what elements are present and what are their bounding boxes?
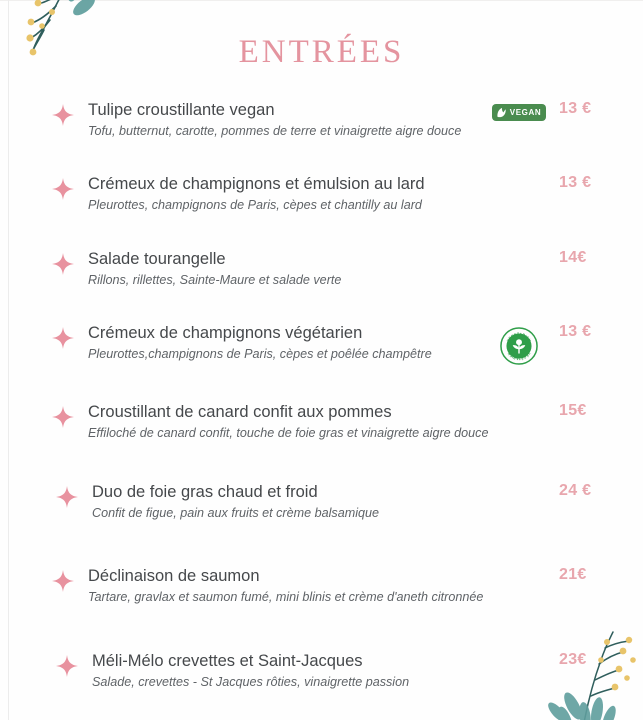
- menu-item-list: [0, 100, 643, 703]
- menu-item-text: [92, 651, 491, 691]
- menu-item-text: [92, 482, 491, 522]
- menu-item-badge-slot: [491, 566, 547, 570]
- menu-item: [0, 566, 643, 618]
- page-top-rule: [0, 0, 643, 1]
- menu-item-text: [88, 566, 491, 606]
- menu-item-description: Pleurottes, champignons de Paris, cèpes et chantilly au lard: [88, 198, 422, 213]
- menu-item-price: 21€: [559, 566, 587, 583]
- menu-item-name: Duo de foie gras chaud et froid: [92, 483, 318, 501]
- vegan-badge-label: VEGAN: [509, 107, 542, 117]
- menu-item-name: Tulipe croustillante vegan: [88, 101, 275, 119]
- menu-item: [0, 100, 643, 152]
- menu-item-text: [88, 174, 491, 214]
- menu-item: [0, 174, 643, 226]
- sparkle-bullet-icon: [56, 655, 78, 677]
- vegan-badge: [492, 104, 546, 121]
- menu-item-badge-slot: [491, 249, 547, 253]
- menu-item-price: 14€: [559, 249, 587, 266]
- menu-item-name: Salade tourangelle: [88, 250, 226, 268]
- vegetarian-badge: [500, 327, 538, 365]
- menu-item-price: 13 €: [559, 100, 592, 117]
- menu-item-text: [88, 249, 491, 289]
- menu-item-name: Crémeux de champignons végétarien: [88, 324, 363, 342]
- menu-item-text: [88, 100, 491, 140]
- page-title: ENTRÉES: [238, 34, 405, 70]
- menu-item-badge-slot: [491, 174, 547, 178]
- menu-item-badge-slot: [491, 651, 547, 655]
- sparkle-bullet-icon: [52, 253, 74, 275]
- menu-item: [0, 323, 643, 375]
- menu-item-text: [88, 323, 491, 363]
- sparkle-bullet-icon: [52, 104, 74, 126]
- menu-item-name: Méli-Mélo crevettes et Saint-Jacques: [92, 652, 363, 670]
- menu-item-description: Confit de figue, pain aux fruits et crème balsamique: [92, 506, 380, 521]
- menu-item-name: Croustillant de canard confit aux pommes: [88, 403, 392, 421]
- menu-item-description: Tofu, butternut, carotte, pommes de terre et vinaigrette aigre douce: [88, 124, 462, 139]
- menu-item-description: Salade, crevettes - St Jacques rôties, vinaigrette passion: [92, 675, 410, 690]
- menu-item-price: 23€: [559, 651, 587, 668]
- menu-item: [0, 249, 643, 301]
- sparkle-bullet-icon: [52, 327, 74, 349]
- sparkle-bullet-icon: [52, 178, 74, 200]
- menu-item: [0, 651, 643, 703]
- menu-item-description: Effiloché de canard confit, touche de foie gras et vinaigrette aigre douce: [88, 426, 489, 441]
- menu-item-badge-slot: [491, 100, 547, 121]
- menu-item-text: [88, 402, 491, 442]
- menu-item-price: 13 €: [559, 323, 592, 340]
- menu-item-price: 24 €: [559, 482, 592, 499]
- menu-item-price: 15€: [559, 402, 587, 419]
- svg-text:VEGETARIAN: VEGETARIAN: [506, 332, 532, 343]
- menu-item-badge-slot: [491, 402, 547, 406]
- menu-item-badge-slot: [491, 482, 547, 486]
- leaf-icon: [496, 107, 507, 118]
- sparkle-bullet-icon: [52, 570, 74, 592]
- menu-item-description: Pleurottes,champignons de Paris, cèpes et poêlée champêtre: [88, 347, 432, 362]
- menu-item-price: 13 €: [559, 174, 592, 191]
- svg-text:VÉGÉTARIEN: VÉGÉTARIEN: [506, 351, 532, 361]
- sparkle-bullet-icon: [56, 486, 78, 508]
- menu-item-description: Rillons, rillettes, Sainte-Maure et salade verte: [88, 273, 342, 288]
- sparkle-bullet-icon: [52, 406, 74, 428]
- menu-item-name: Déclinaison de saumon: [88, 567, 260, 585]
- menu-item-name: Crémeux de champignons et émulsion au lard: [88, 175, 425, 193]
- menu-item-badge-slot: [491, 323, 547, 365]
- menu-item: [0, 402, 643, 454]
- menu-item: [0, 482, 643, 534]
- menu-item-description: Tartare, gravlax et saumon fumé, mini blinis et crème d'aneth citronnée: [88, 590, 484, 605]
